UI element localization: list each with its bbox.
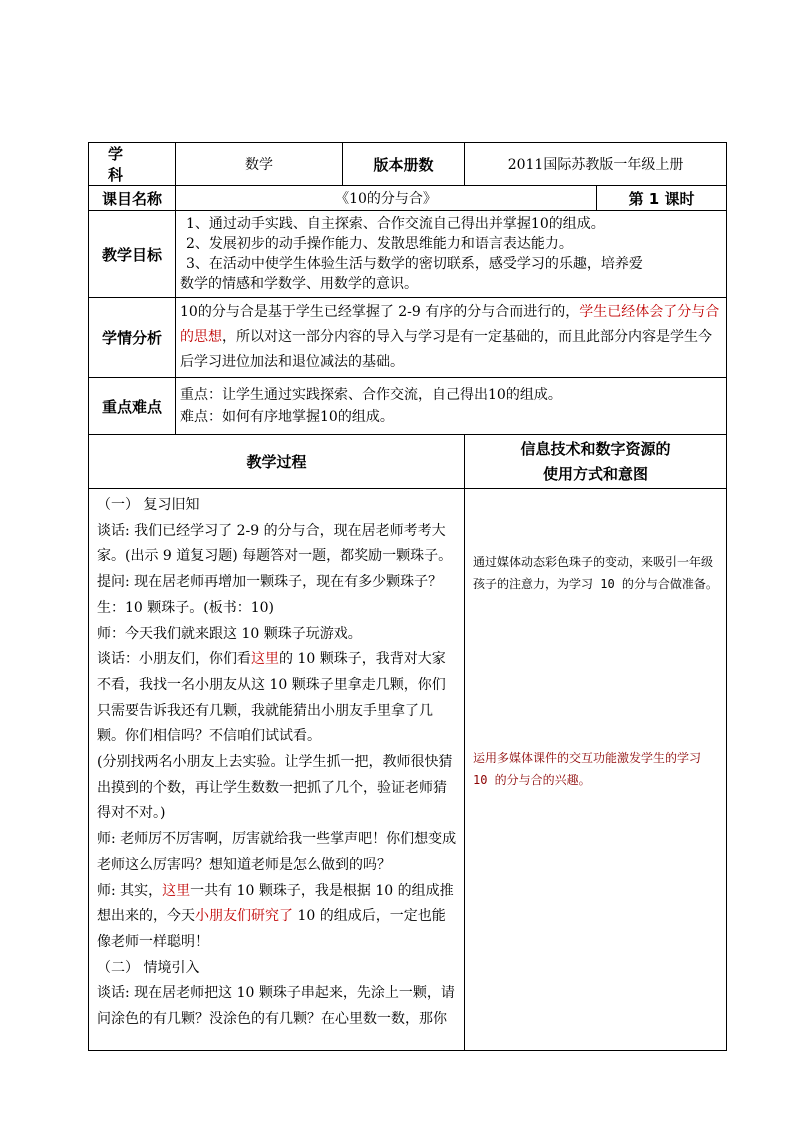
p5-highlight: 这里 — [251, 651, 279, 668]
goal-3: 3、在活动中使学生体验生活与数学的密切联系，感受学习的乐趣，培养爱 — [186, 256, 643, 272]
process-para-4: 师：今天我们就来跟这 10 颗珠子玩游戏。 — [97, 625, 362, 642]
goal-2: 2、发展初步的动手操作能力、发散思维能力和语言表达能力。 — [186, 236, 573, 252]
process-body-row — [89, 489, 727, 1051]
lesson-plan-table — [88, 142, 727, 1051]
process-para-7: 师: 老师厉不厉害啊，厉害就给我一些掌声吧！你们想变成老师这么厉害吗？想知道老师是怎么做到的吗？ — [97, 831, 457, 873]
process-para-9: 谈话: 现在居老师把这 10 颗珠子串起来，先涂上一颗，请问涂色的有几颗？没涂色的有几颗？在心里数一数，那你 — [97, 985, 455, 1028]
p8-text-b: 一共有 10 颗珠子，我是根据 10 的组成推想出来的，今天 — [97, 882, 454, 925]
key-points-label: 重点难点 — [89, 378, 176, 435]
focus-point: 重点：让学生通过实践探索、合作交流，自己得出10的组成。 — [180, 387, 562, 403]
topic-row — [89, 186, 727, 211]
goals-row — [89, 211, 727, 298]
subject-row — [89, 143, 727, 186]
p5-text-b: 的 10 颗珠子，我背对大家不看，我找一名小朋友从这 10 颗珠子里拿走几颗，你们只需要告诉我还有几颗，我就能猜出小朋友手里拿了几颗。你们相信吗？不信咱们试试看。 — [97, 651, 446, 745]
process-header-row — [89, 435, 727, 489]
resources-header-line1: 信息技术和数字资源的 — [520, 439, 671, 458]
process-para-5 — [97, 647, 458, 750]
topic-label: 课目名称 — [89, 186, 176, 211]
p8-highlight-2: 小朋友们研究了 — [195, 908, 293, 925]
analysis-row — [89, 298, 727, 378]
resources-header-line2: 使用方式和意图 — [543, 464, 649, 483]
edition-value: 2011国际苏教版一年级上册 — [465, 143, 727, 186]
resource-note-1: 通过媒体动态彩色珠子的变动，来吸引一年级孩子的注意力，为学习 10 的分与合做准备。 — [473, 555, 718, 591]
goals-label: 教学目标 — [89, 211, 176, 298]
analysis-label: 学情分析 — [89, 298, 176, 378]
process-para-1: 谈话: 我们已经学习了 2-9 的分与合，现在居老师考考大家。(出示 9 道复习题) 每题答对一题，都奖励一颗珠子。 — [97, 522, 453, 565]
process-para-6: (分别找两名小朋友上去实验。让学生抓一把，教师很快猜出摸到的个数，再让学生数数一把抓了几个，验证老师猜得对不对。) — [97, 754, 453, 822]
analysis-text-b: ，所以对这一部分内容的导入与学习是有一定基础的，而且此部分内容是学生今后学习进位加法和退位减法的基础。 — [180, 329, 712, 370]
p8-text-c: 10 的组成后，一定也能像老师一样聪明！ — [97, 908, 446, 950]
analysis-text-a: 10的分与合是基于学生已经掌握了 2-9 有序的分与合而进行的， — [180, 304, 580, 320]
analysis-content — [176, 298, 727, 378]
key-points-content — [176, 378, 727, 435]
process-header: 教学过程 — [89, 435, 465, 489]
subject-value: 数学 — [176, 143, 343, 186]
difficulty-point: 难点：如何有序地掌握10的组成。 — [180, 409, 394, 425]
process-para-3: 生：10 颗珠子。(板书：10) — [97, 599, 275, 616]
section-1-title: （一） 复习旧知 — [97, 497, 200, 513]
key-points-row — [89, 378, 727, 435]
subject-label: 学 科 — [89, 143, 176, 186]
analysis-text-highlight: 学生已经体会了分与合的思想 — [180, 304, 720, 345]
lesson-plan — [88, 142, 726, 1051]
goal-3-continued: 数学的情感和学数学、用数学的意识。 — [180, 276, 418, 292]
section-2-title: （二） 情境引入 — [97, 959, 200, 976]
p8-text-a: 师: 其实， — [97, 882, 163, 899]
resources-header — [465, 435, 727, 489]
edition-label: 版本册数 — [343, 143, 465, 186]
resources-body — [465, 489, 727, 1051]
goals-content — [176, 211, 727, 298]
resource-note-2: 运用多媒体课件的交互功能激发学生的学习 10 的分与合的兴趣。 — [473, 751, 702, 787]
topic-value: 《10的分与合》 — [176, 186, 597, 211]
process-para-8 — [97, 879, 458, 956]
process-para-2: 提问: 现在居老师再增加一颗珠子，现在有多少颗珠子？ — [97, 574, 443, 591]
p5-text-a: 谈话：小朋友们，你们看 — [97, 651, 251, 668]
p8-highlight-1: 这里 — [162, 882, 191, 899]
lesson-label: 第 1 课时 — [597, 186, 727, 211]
goal-1: 1、通过动手实践、自主探索、合作交流自己得出并掌握10的组成。 — [186, 216, 605, 232]
process-body — [89, 489, 465, 1051]
